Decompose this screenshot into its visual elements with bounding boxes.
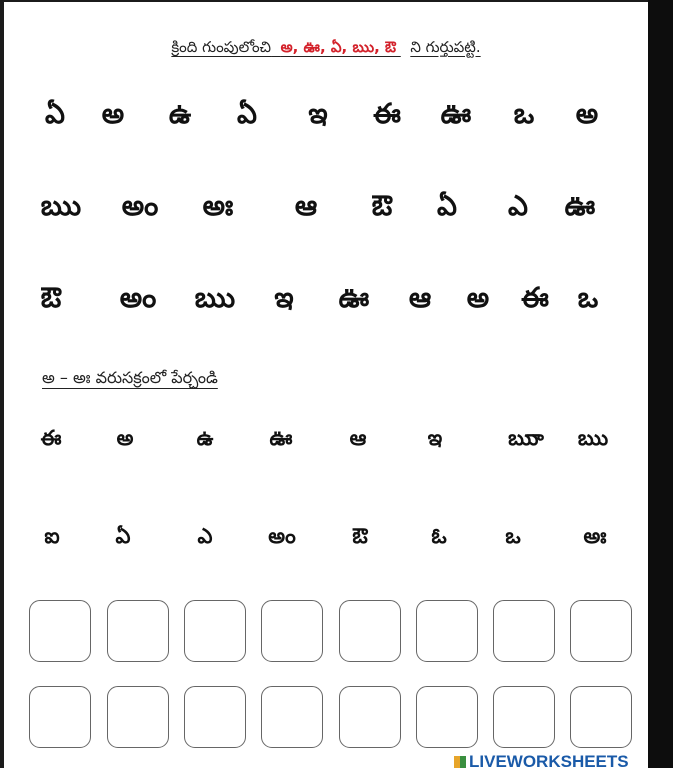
order-letter: ఓ (431, 524, 447, 548)
letter-cell[interactable]: ఊ (338, 281, 370, 314)
letter-cell[interactable]: ఔ (40, 281, 62, 314)
letter-cell[interactable]: ఈ (521, 281, 549, 314)
answer-box[interactable] (493, 600, 555, 662)
instruction-prefix: క్రింది గుంపులోంచి (171, 38, 272, 56)
order-row-2 (4, 524, 648, 564)
liveworksheets-logo[interactable] (454, 752, 629, 768)
letter-cell[interactable]: అ (101, 97, 125, 130)
letter-cell[interactable]: ఆ (294, 189, 318, 222)
order-letter: అ (116, 426, 134, 450)
letter-row-2 (4, 189, 648, 229)
order-letter: ఈ (40, 426, 62, 450)
letter-cell[interactable]: ఔ (371, 189, 393, 222)
letter-row-1 (4, 97, 648, 137)
letter-cell[interactable]: ఇ (274, 281, 294, 314)
order-letter: ఔ (352, 524, 368, 548)
order-letter: ఇ (427, 426, 443, 450)
letter-cell[interactable]: అ (466, 281, 490, 314)
letter-cell[interactable]: ఉ (168, 97, 192, 130)
order-letter: ఏ (115, 524, 131, 548)
order-letter: అః (583, 524, 607, 548)
order-letter: ఆ (349, 426, 367, 450)
letter-cell[interactable]: అం (119, 281, 157, 314)
letter-cell[interactable]: ఆ (408, 281, 432, 314)
order-letter: ఋా (508, 426, 544, 450)
answer-box[interactable] (29, 686, 91, 748)
answer-box[interactable] (493, 686, 555, 748)
answer-box[interactable] (570, 600, 632, 662)
letter-cell[interactable]: ఎ (508, 189, 528, 222)
order-letter: ఋ (577, 426, 609, 450)
answer-box[interactable] (416, 686, 478, 748)
order-letter: ఉ (196, 426, 214, 450)
letter-cell[interactable]: ఏ (437, 189, 457, 222)
letter-cell[interactable]: ఒ (513, 97, 535, 130)
right-dark-edge (648, 0, 673, 768)
instruction-identify (4, 38, 648, 60)
letter-row-3 (4, 281, 648, 321)
letter-cell[interactable]: ఋ (194, 281, 236, 314)
order-letter: ఒ (505, 524, 521, 548)
answer-box[interactable] (261, 600, 323, 662)
letter-cell[interactable]: అం (121, 189, 159, 222)
letter-cell[interactable]: అః (202, 189, 234, 222)
brand-text: LIVEWORKSHEETS (469, 752, 629, 768)
letter-cell[interactable]: అ (575, 97, 599, 130)
order-letter: అం (268, 524, 296, 548)
order-letter: ఎ (197, 524, 213, 548)
answer-box[interactable] (184, 600, 246, 662)
letter-cell[interactable]: ఒ (577, 281, 599, 314)
instruction-order: అ – అః వరుసక్రంలో పేర్చండి (42, 368, 218, 387)
answer-box[interactable] (107, 600, 169, 662)
answer-box-row-1 (4, 600, 648, 664)
order-row-1 (4, 426, 648, 466)
instruction-target-letters: అ, ఊ, ఏ, ఋ, ఔ (280, 38, 396, 56)
letter-cell[interactable]: ఈ (373, 97, 401, 130)
letter-cell[interactable]: ఊ (440, 97, 472, 130)
letter-cell[interactable]: ఇ (308, 97, 328, 130)
answer-box[interactable] (416, 600, 478, 662)
instruction-suffix: ని గుర్తుపట్టి. (410, 38, 481, 56)
worksheet-page (4, 2, 648, 768)
answer-box[interactable] (107, 686, 169, 748)
liveworksheets-icon (454, 756, 466, 768)
answer-box[interactable] (29, 600, 91, 662)
order-letter: ఐ (44, 524, 60, 548)
order-letter: ఊ (269, 426, 293, 450)
letter-cell[interactable]: ఏ (45, 97, 65, 130)
answer-box-row-2 (4, 686, 648, 750)
answer-box[interactable] (570, 686, 632, 748)
letter-cell[interactable]: ఏ (237, 97, 257, 130)
answer-box[interactable] (339, 686, 401, 748)
letter-cell[interactable]: ఋ (40, 189, 82, 222)
letter-cell[interactable]: ఊ (564, 189, 596, 222)
answer-box[interactable] (339, 600, 401, 662)
answer-box[interactable] (261, 686, 323, 748)
answer-box[interactable] (184, 686, 246, 748)
